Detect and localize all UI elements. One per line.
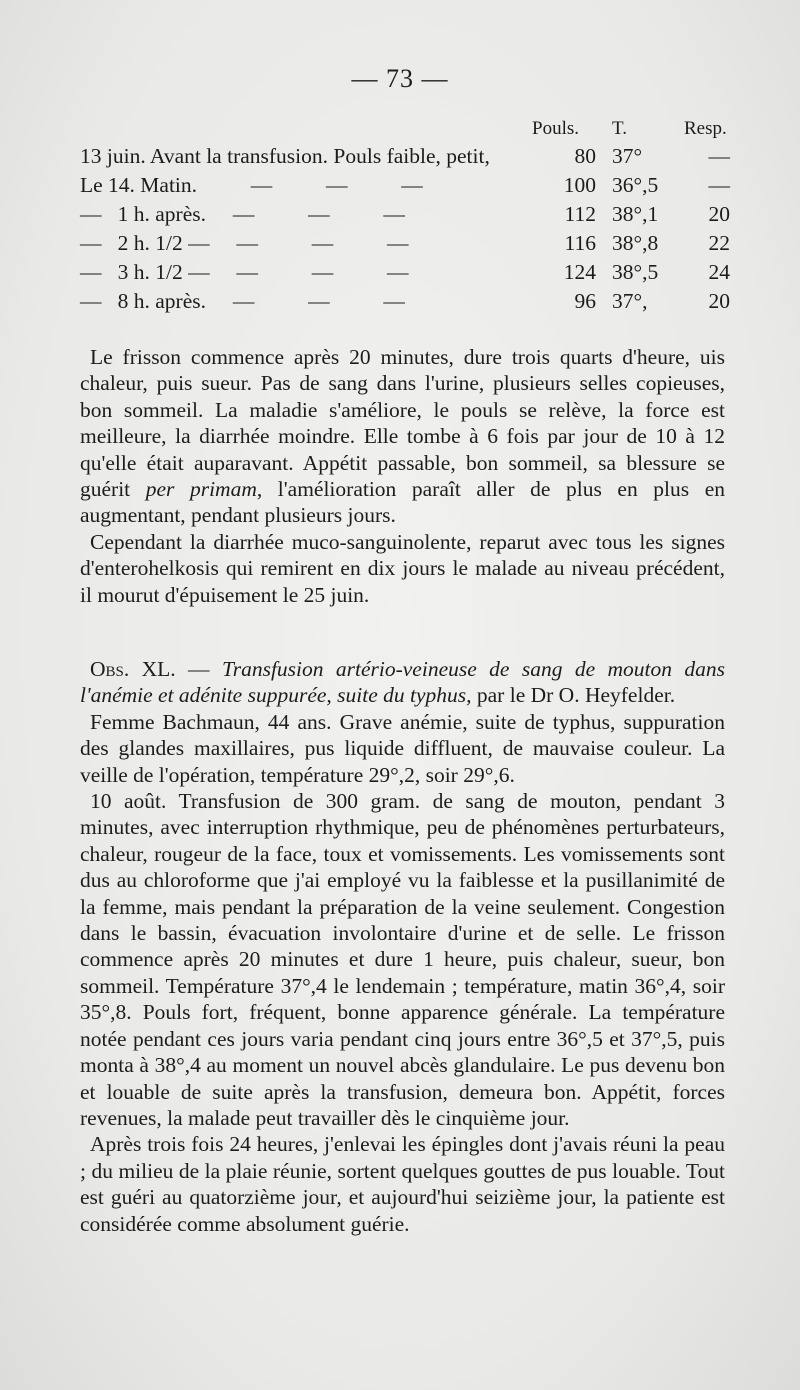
page-number: — 73 — bbox=[351, 64, 449, 93]
table-row bbox=[80, 171, 730, 200]
paragraph-text-end: , l'amélioration paraît aller de plus en plus en augmentant, pendant plusieurs jours. bbox=[80, 477, 725, 528]
observation-heading bbox=[80, 656, 725, 709]
row-resp: 20 bbox=[708, 289, 730, 313]
paragraph-text: Le frisson commence après 20 minutes, dure trois quarts d'heure, uis chaleur, puis sueur. Pas de sang dans l'urine, plusieurs selles copieuses, bon sommeil. La maladie s'améliore, le pouls se relève, la force est meilleure, la diarrhée moindre. Elle tombe à 6 fois par jour de 10 à 12 qu'elle était auparavant. Appétit passable, bon sommeil, sa blessure se guérit bbox=[80, 345, 725, 502]
observation-label: Obs. XL. bbox=[90, 657, 176, 681]
paragraph: Femme Bachmaun, 44 ans. Grave anémie, suite de typhus, suppuration des glandes maxillaires, pus liquide diffluent, de mauvaise couleur. La veille de l'opération, température 29°,2, soir 29°,6. bbox=[80, 709, 725, 787]
row-pouls: 112 bbox=[564, 202, 596, 226]
table-row bbox=[80, 229, 730, 258]
row-label: — 3 h. 1/2 — — — — bbox=[80, 260, 409, 284]
row-temp: 38°,5 bbox=[612, 260, 659, 284]
observation-continued bbox=[80, 344, 725, 608]
row-resp: — bbox=[708, 173, 730, 197]
row-label: 13 juin. Avant la transfusion. Pouls faible, petit, bbox=[80, 144, 490, 168]
row-temp: 38°,1 bbox=[612, 202, 659, 226]
row-pouls: 96 bbox=[574, 289, 596, 313]
row-temp: 37°, bbox=[612, 289, 648, 313]
observation-xl bbox=[80, 656, 725, 1237]
vitals-table bbox=[80, 116, 730, 316]
header-temp: T. bbox=[612, 118, 627, 139]
row-pouls: 80 bbox=[574, 144, 596, 168]
row-resp: — bbox=[708, 144, 730, 168]
row-pouls: 100 bbox=[563, 173, 596, 197]
paragraph: Après trois fois 24 heures, j'enlevai les épingles dont j'avais réuni la peau ; du milieu de la plaie réunie, sortent quelques gouttes de pus louable. Tout est guéri au quatorzième jour, et aujourd'hui seizième jour, la patiente est considérée comme absolument guérie. bbox=[80, 1132, 725, 1236]
row-temp: 36°,5 bbox=[612, 173, 659, 197]
table-row bbox=[80, 287, 730, 316]
row-resp: 20 bbox=[708, 202, 730, 226]
row-resp: 24 bbox=[708, 260, 730, 284]
heading-dash: — bbox=[175, 657, 222, 681]
paragraph: Cependant la diarrhée muco-sanguinolente, reparut avec tous les signes d'enterohelkosis qui remirent en dix jours le malade au niveau précédent, il mourut d'épuisement le 25 juin. bbox=[80, 529, 725, 607]
header-resp: Resp. bbox=[684, 118, 727, 139]
row-temp: 38°,8 bbox=[612, 231, 659, 255]
row-label: — 8 h. après. — — — bbox=[80, 289, 405, 313]
vitals-header-row bbox=[80, 116, 730, 142]
row-resp: 22 bbox=[708, 231, 730, 255]
row-pouls: 124 bbox=[563, 260, 596, 284]
table-row bbox=[80, 258, 730, 287]
row-label: Le 14. Matin. — — — bbox=[80, 173, 423, 197]
paragraph bbox=[80, 344, 725, 529]
observation-title: Transfusion artério-veineuse de sang de mouton dans l'anémie et adénite suppurée, suite du typhus, bbox=[80, 657, 725, 708]
table-row bbox=[80, 142, 730, 171]
row-label: — 2 h. 1/2 — — — — bbox=[80, 231, 409, 255]
vitals-header-label bbox=[80, 116, 532, 142]
row-temp: 37° bbox=[612, 144, 643, 168]
table-row bbox=[80, 200, 730, 229]
paragraph: 10 août. Transfusion de 300 gram. de sang de mouton, pendant 3 minutes, avec interruption rhythmique, peu de phénomènes perturbateurs, chaleur, rougeur de la face, toux et vomissements. Les vomissements sont dus au chloroforme que j'ai employé vu la faiblesse et la pusillanimité de la femme, mais pendant la préparation de la veine seulement. Congestion dans le bassin, évacuation involontaire d'urine et de selle. Le frisson commence après 20 minutes et dure 1 heure, puis chaleur, sueur, bon sommeil. Température 37°,4 le lendemain ; température, matin 36°,4, soir 35°,8. Pouls fort, fréquent, bonne apparence générale. La température notée pendant ces jours varia pendant cinq jours entre 36°,5 et 37°,5, puis monta à 38°,4 au moment un nouvel abcès glandulaire. Le pus devenu bon et louable de suite après la transfusion, demeura bon. Appétit, forces revenues, la malade peut travailler dès le cinquième jour. bbox=[80, 789, 725, 1130]
header-pouls: Pouls. bbox=[532, 118, 579, 139]
latin-term: per primam bbox=[145, 477, 257, 502]
observation-author: par le Dr O. Heyfelder. bbox=[471, 683, 676, 708]
row-pouls: 116 bbox=[564, 231, 596, 255]
row-label: — 1 h. après. — — — bbox=[80, 202, 405, 226]
